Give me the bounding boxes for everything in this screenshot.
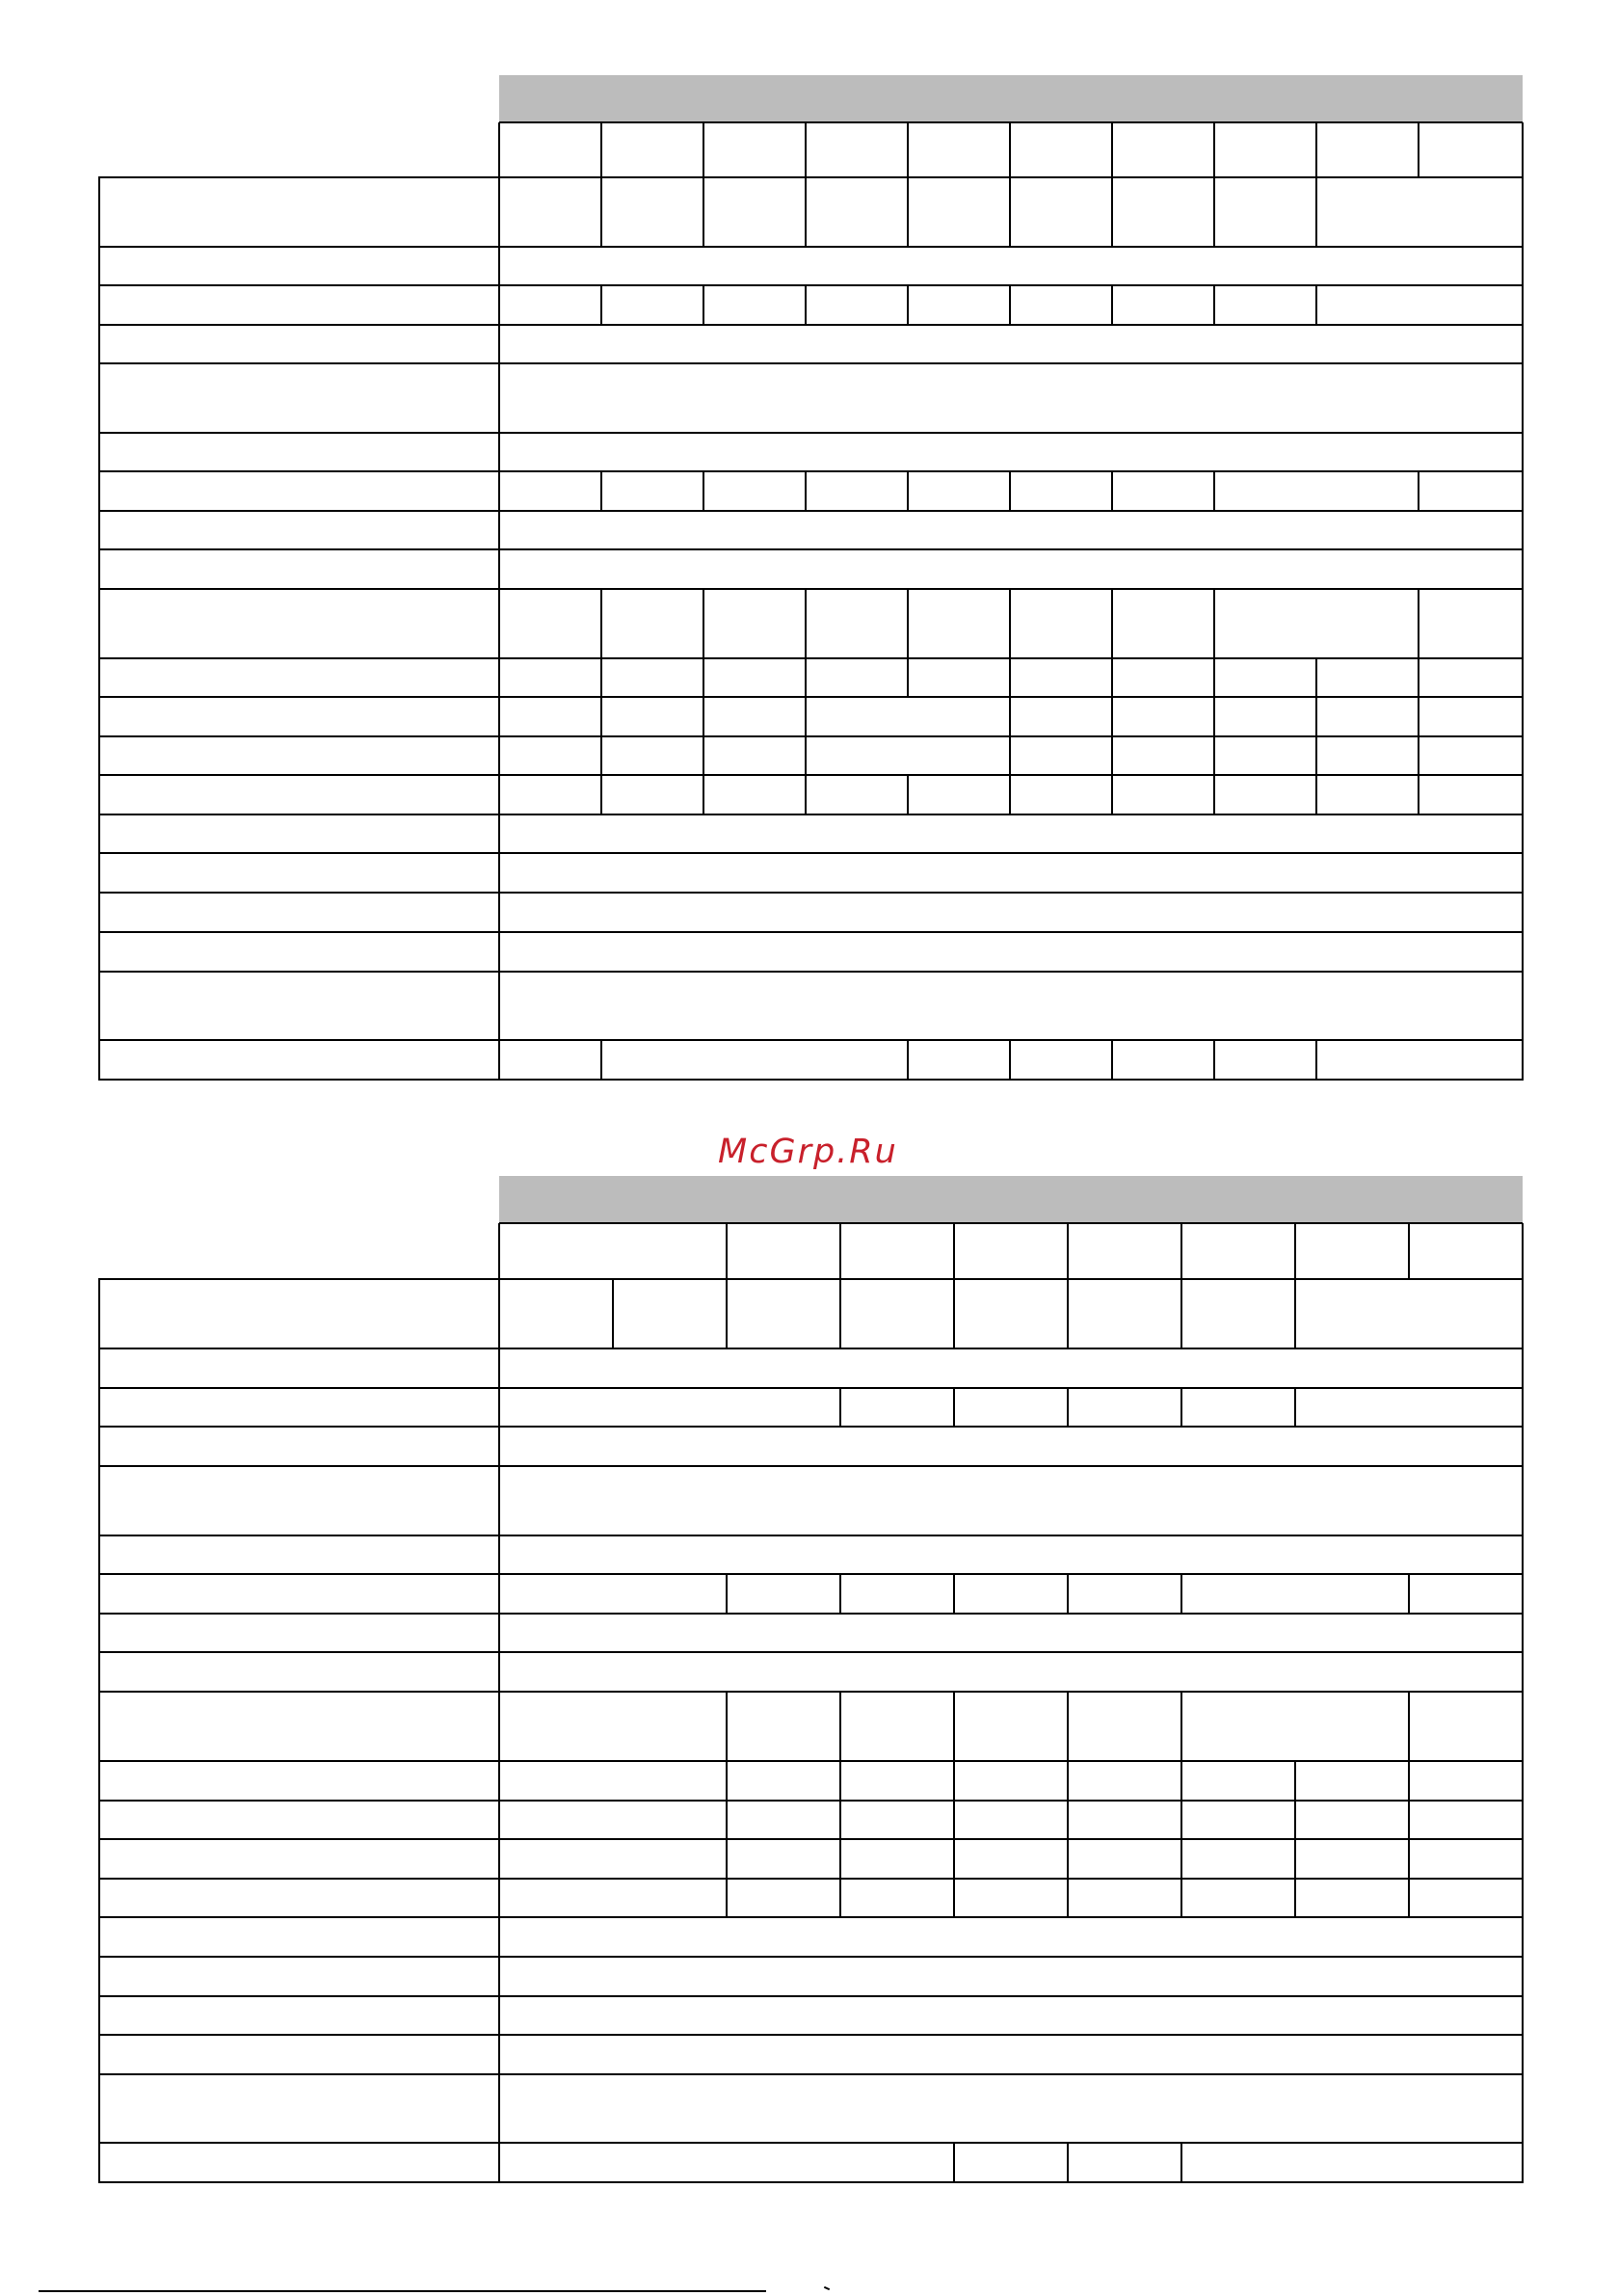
- footer-rule: [39, 2290, 766, 2292]
- watermark-text: McGrp.Ru: [718, 1133, 898, 1171]
- spec-table-bottom: [0, 1108, 1618, 2265]
- footer-tick: [824, 2286, 830, 2290]
